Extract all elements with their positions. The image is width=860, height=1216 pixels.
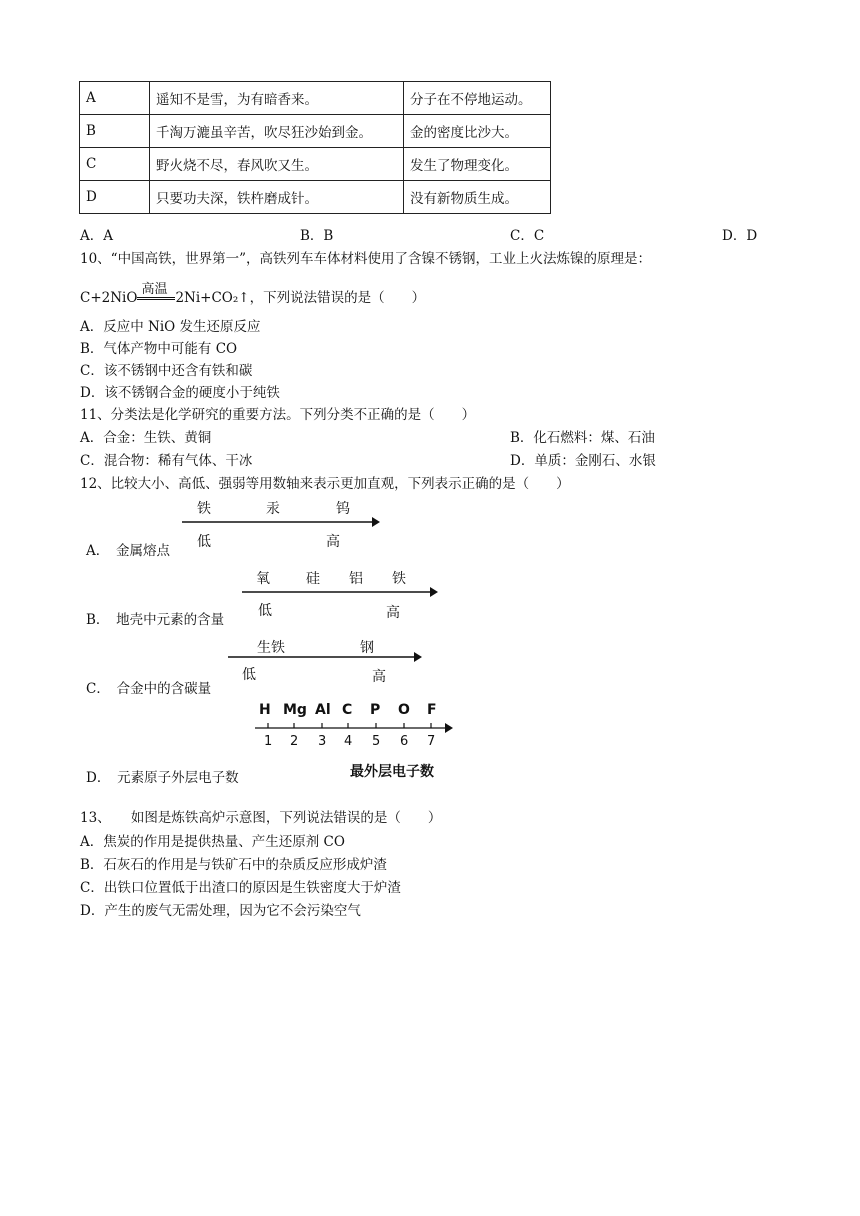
- axis-caption: 最外层电子数: [350, 764, 434, 780]
- q9-option-c[interactable]: C．C: [510, 228, 545, 244]
- q13-option-b[interactable]: B．石灰石的作用是与铁矿石中的杂质反应形成炉渣: [80, 857, 387, 873]
- q11-option-b[interactable]: B．化石燃料：煤、石油: [510, 430, 655, 446]
- table-cell: 没有新物质生成。: [404, 181, 551, 214]
- tick-label: 3: [318, 734, 327, 749]
- q9-option-b[interactable]: B．B: [300, 228, 334, 244]
- axis-arrow: [228, 651, 428, 663]
- q11-option-a[interactable]: A．合金：生铁、黄铜: [80, 430, 212, 446]
- q10-option-a[interactable]: A．反应中 NiO 发生还原反应: [80, 319, 261, 335]
- element-symbol: F: [427, 702, 437, 718]
- axis-low-label: 低: [258, 603, 272, 619]
- element-symbol: C: [342, 702, 353, 718]
- axis-arrow: [255, 722, 455, 736]
- q9-option-d[interactable]: D．D: [722, 228, 758, 244]
- tick-label: 7: [427, 734, 436, 749]
- equals-sign: [137, 297, 175, 300]
- axis-high-label: 高: [386, 605, 400, 621]
- table-cell: C: [80, 148, 150, 181]
- table-cell: 发生了物理变化。: [404, 148, 551, 181]
- axis-label: 生铁: [257, 640, 285, 656]
- element-symbol: H: [259, 702, 271, 718]
- axis-label: 钨: [336, 501, 350, 517]
- q11-stem: 11、分类法是化学研究的重要方法。下列分类不正确的是（ ）: [80, 407, 476, 423]
- q13-option-c[interactable]: C．出铁口位置低于出渣口的原因是生铁密度大于炉渣: [80, 880, 401, 896]
- table-row: [80, 82, 551, 115]
- tick-label: 6: [400, 734, 409, 749]
- axis-label: 氧: [256, 571, 270, 587]
- equation-right: 2Ni+CO₂↑，下列说法错误的是（ ）: [175, 290, 426, 306]
- q9-table: [79, 81, 551, 214]
- axis-high-label: 高: [326, 534, 340, 550]
- q12-stem: 12、比较大小、高低、强弱等用数轴来表示更加直观，下列表示正确的是（ ）: [80, 476, 570, 492]
- q13-option-a[interactable]: A．焦炭的作用是提供热量、产生还原剂 CO: [80, 834, 345, 850]
- element-symbol: Al: [315, 702, 331, 718]
- table-cell: 分子在不停地运动。: [404, 82, 551, 115]
- q9-option-a[interactable]: A．A: [80, 228, 113, 244]
- q12-option-c[interactable]: C． 合金中的含碳量: [86, 681, 212, 697]
- tick-label: 4: [344, 734, 353, 749]
- element-symbol: P: [370, 702, 381, 718]
- q10-option-c[interactable]: C．该不锈钢中还含有铁和碳: [80, 363, 253, 379]
- q11-option-d[interactable]: D．单质：金刚石、水银: [510, 453, 656, 469]
- tick-label: 5: [372, 734, 381, 749]
- axis-label: 钢: [360, 640, 374, 656]
- reaction-condition: [137, 282, 175, 306]
- axis-arrow: [242, 586, 442, 598]
- tick-label: 2: [290, 734, 299, 749]
- table-cell: A: [80, 82, 150, 115]
- table-cell: B: [80, 115, 150, 148]
- element-symbol: Mg: [283, 702, 307, 718]
- table-row: [80, 115, 551, 148]
- table-cell: 只要功夫深，铁杵磨成针。: [150, 181, 404, 214]
- element-symbol: O: [398, 702, 410, 718]
- axis-label: 硅: [306, 571, 320, 587]
- q12-option-a[interactable]: A． 金属熔点: [86, 543, 170, 559]
- table-cell: D: [80, 181, 150, 214]
- axis-arrow: [182, 516, 382, 528]
- axis-label: 汞: [266, 501, 280, 517]
- tick-label: 1: [264, 734, 273, 749]
- equation-left: C+2NiO: [80, 290, 138, 306]
- condition-label: 高温: [141, 282, 168, 297]
- table-cell: 金的密度比沙大。: [404, 115, 551, 148]
- table-cell: 野火烧不尽，春风吹又生。: [150, 148, 404, 181]
- axis-label: 铝: [349, 571, 363, 587]
- q12-option-b[interactable]: B． 地壳中元素的含量: [86, 612, 225, 628]
- axis-label: 铁: [392, 571, 406, 587]
- table-row: [80, 148, 551, 181]
- table-row: [80, 181, 551, 214]
- q10-equation: [80, 282, 426, 306]
- axis-label: 铁: [197, 501, 211, 517]
- table-cell: 千淘万漉虽辛苦，吹尽狂沙始到金。: [150, 115, 404, 148]
- q11-option-c[interactable]: C．混合物：稀有气体、干冰: [80, 453, 253, 469]
- q13-stem: 13、 如图是炼铁高炉示意图，下列说法错误的是（ ）: [80, 810, 442, 826]
- q10-stem: 10、“中国高铁，世界第一”，高铁列车车体材料使用了含镍不锈钢，工业上火法炼镍的原理是：: [80, 251, 651, 267]
- q10-option-d[interactable]: D．该不锈钢合金的硬度小于纯铁: [80, 385, 280, 401]
- axis-low-label: 低: [197, 534, 211, 550]
- axis-low-label: 低: [242, 667, 256, 683]
- q10-option-b[interactable]: B．气体产物中可能有 CO: [80, 341, 238, 357]
- axis-high-label: 高: [372, 669, 386, 685]
- q12-option-d[interactable]: D． 元素原子外层电子数: [86, 770, 239, 786]
- q13-option-d[interactable]: D．产生的废气无需处理，因为它不会污染空气: [80, 903, 361, 919]
- table-cell: 遥知不是雪，为有暗香来。: [150, 82, 404, 115]
